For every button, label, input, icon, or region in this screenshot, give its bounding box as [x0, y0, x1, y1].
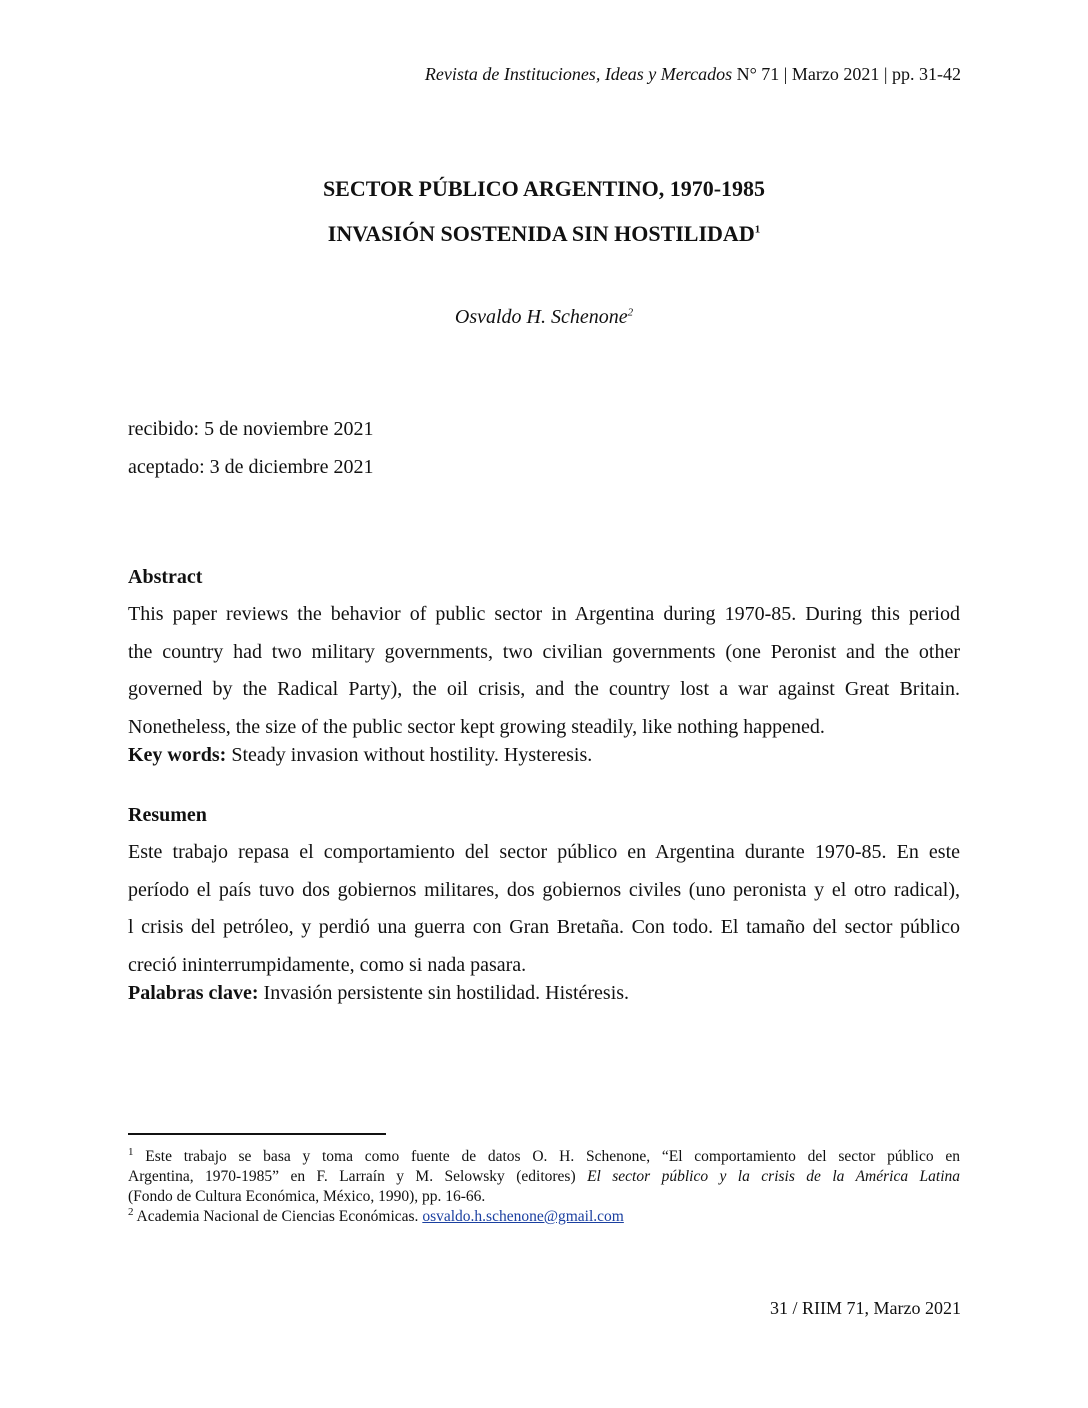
palabras-clave-label: Palabras clave: [128, 982, 259, 1004]
palabras-clave-text: Invasión persistente sin hostilidad. Histéresis. [263, 982, 630, 1004]
abstract-line: the country had two military governments, two civilian governments (one Peronist and the other [128, 640, 960, 663]
paper-title-line-2 [0, 221, 1088, 247]
keywords-label: Key words: [128, 744, 227, 766]
author-email-link[interactable]: osvaldo.h.schenone@gmail.com [422, 1208, 624, 1225]
footnotes [128, 1147, 960, 1227]
accepted-date: aceptado: 3 de diciembre 2021 [128, 456, 374, 478]
abstract-body [128, 596, 960, 746]
resumen-body [128, 834, 960, 984]
footnote-1-text-2: Argentina, 1970-1985” en F. Larraín y M. Selowsky (editores) [128, 1168, 588, 1185]
author [0, 306, 1088, 329]
keywords [128, 744, 592, 767]
resumen-line: período el país tuvo dos gobiernos militares, dos gobiernos civiles (uno peronista y el otro radical), [128, 878, 960, 901]
abstract-line: Nonetheless, the size of the public sector kept growing steadily, like nothing happened. [128, 715, 825, 738]
footnote-1-line-2 [128, 1167, 960, 1187]
footnote-1-line-3: (Fondo de Cultura Económica, México, 1990), pp. 16-66. [128, 1188, 486, 1205]
footnote-1-mark: 1 [128, 1145, 134, 1158]
footnote-divider [128, 1133, 386, 1135]
page-footer: 31 / RIIM 71, Marzo 2021 [770, 1298, 961, 1318]
footnote-2 [128, 1207, 960, 1227]
running-header [425, 64, 961, 85]
resumen-line: l crisis del petróleo, y perdió una guerra con Gran Bretaña. Con todo. El tamaño del sector público [128, 916, 960, 938]
footnote-1-line-1 [128, 1147, 960, 1167]
title-footnote-mark[interactable]: 1 [754, 223, 761, 236]
received-date: recibido: 5 de noviembre 2021 [128, 418, 374, 440]
footnote-1-text-1: Este trabajo se basa y toma como fuente de datos O. H. Schenone, “El comportamiento del sector público en [145, 1148, 960, 1165]
issue-info: N° 71 | Marzo 2021 | pp. 31-42 [736, 64, 961, 84]
paper-title-text: INVASIÓN SOSTENIDA SIN HOSTILIDAD [327, 221, 755, 246]
abstract-line: This paper reviews the behavior of public sector in Argentina during 1970-85. During this period [128, 603, 960, 625]
abstract-line: governed by the Radical Party), the oil crisis, and the country lost a war against Great Britain. [128, 678, 960, 700]
resumen-heading: Resumen [128, 804, 207, 826]
keywords-text: Steady invasion without hostility. Hysteresis. [231, 744, 593, 766]
abstract-heading: Abstract [128, 566, 203, 588]
palabras-clave [128, 982, 629, 1005]
footnote-1-book-title: El sector público y la crisis de la América Latina [587, 1168, 960, 1185]
footnote-2-mark: 2 [128, 1205, 134, 1218]
author-name: Osvaldo H. Schenone [454, 306, 628, 328]
footnote-2-text: Academia Nacional de Ciencias Económicas. [136, 1208, 423, 1225]
resumen-line: Este trabajo repasa el comportamiento del sector público en Argentina durante 1970-85. En este [128, 841, 960, 863]
author-footnote-mark[interactable]: 2 [627, 306, 634, 319]
resumen-line: creció ininterrumpidamente, como si nada pasara. [128, 953, 527, 976]
journal-name: Revista de Instituciones, Ideas y Mercados [424, 64, 733, 84]
paper-title-line-1: SECTOR PÚBLICO ARGENTINO, 1970-1985 [322, 176, 766, 201]
